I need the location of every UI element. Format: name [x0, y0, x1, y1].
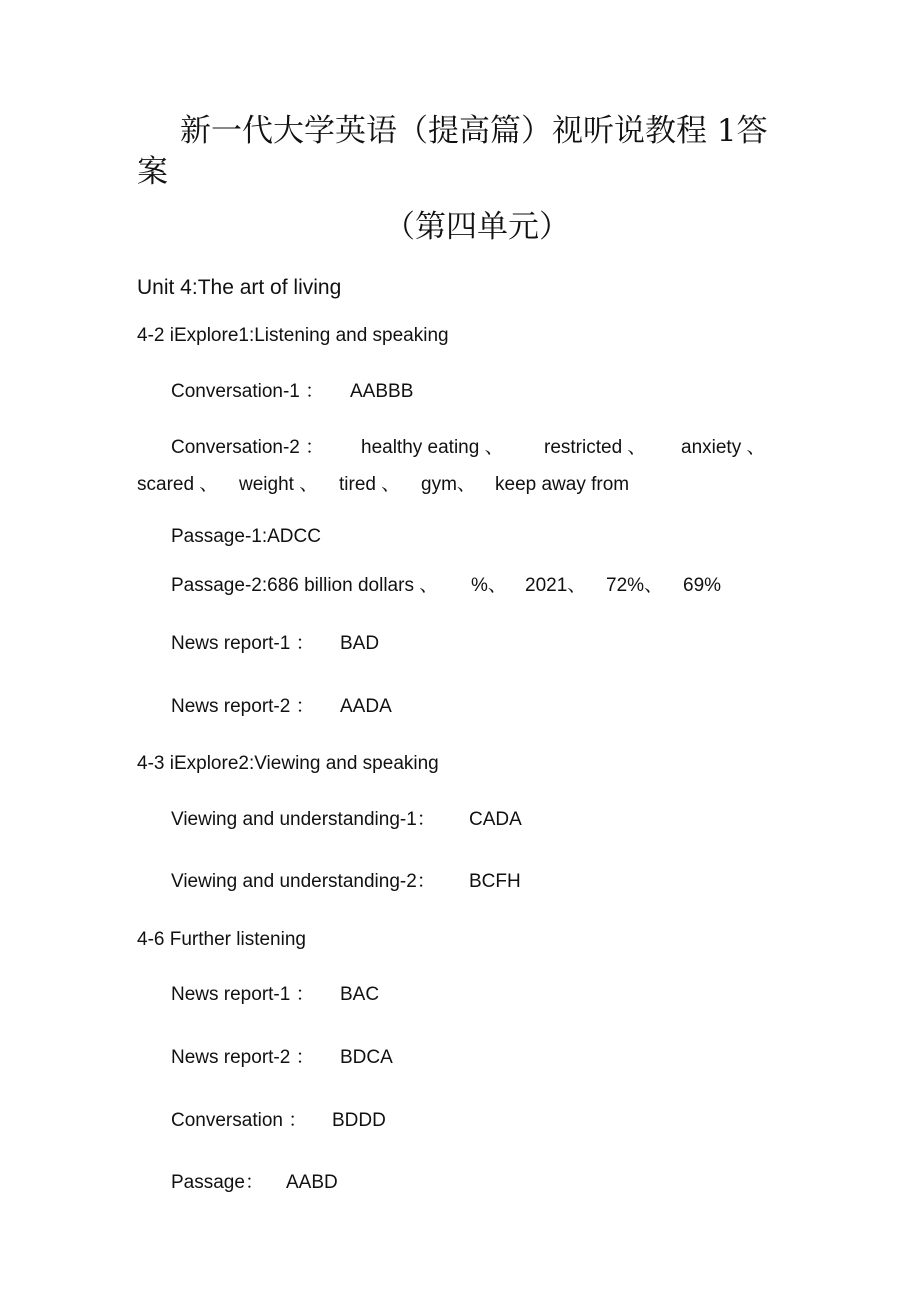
answer-value: AADA: [340, 696, 392, 717]
answer-value: BAC: [340, 984, 380, 1005]
answer-row-viewing-1: [0, 810, 920, 834]
section-heading-4-6: 4-6 Further listening: [137, 929, 306, 950]
answer-label: News report-2 ：: [171, 696, 315, 717]
document-title-line2: 案: [137, 154, 168, 190]
answer-value: AABD: [286, 1172, 338, 1193]
answer-label: Viewing and understanding-2：: [171, 871, 436, 892]
answer-value: BDCA: [340, 1047, 393, 1068]
answer-label: Conversation ：: [171, 1110, 308, 1131]
answer-row-news-report-1: [0, 634, 920, 658]
answer-row-passage: [0, 1173, 920, 1197]
answer-label: Passage：: [171, 1172, 264, 1193]
answer-value: CADA: [469, 809, 522, 830]
answer-row-conversation-2-continued: [0, 475, 920, 499]
unit-heading: Unit 4:The art of living: [137, 276, 342, 299]
answer-label: News report-1 ：: [171, 633, 315, 654]
answer-value: BDDD: [332, 1110, 386, 1131]
answer-label: Passage-2:: [171, 575, 268, 596]
answer-label: Conversation-2 ：: [171, 437, 325, 458]
answer-row-passage-1: Passage-1:ADCC: [171, 526, 321, 547]
document-subtitle: （第四单元）: [384, 209, 570, 245]
answer-value: tired 、: [339, 474, 401, 495]
section-heading-4-2: 4-2 iExplore1:Listening and speaking: [137, 325, 449, 346]
answer-value: 686 billion dollars 、: [267, 575, 439, 596]
answer-value: %、: [471, 575, 507, 596]
answer-label: Viewing and understanding-1：: [171, 809, 436, 830]
answer-value: gym、: [421, 474, 476, 495]
answer-row-news-report-2: [0, 697, 920, 721]
answer-label: News report-1 ：: [171, 984, 315, 1005]
answer-value: BAD: [340, 633, 380, 654]
answer-value: BCFH: [469, 871, 521, 892]
answer-row-news-report-2: [0, 1048, 920, 1072]
answer-row-passage-2: [0, 576, 920, 600]
answer-value: weight 、: [239, 474, 319, 495]
answer-value: AABBB: [350, 381, 414, 402]
answer-value: 2021、: [525, 575, 587, 596]
answer-row-conversation-2: [0, 438, 920, 462]
answer-value: healthy eating 、: [361, 437, 504, 458]
passage-2-inline: [171, 576, 438, 595]
answer-value: 72%、: [606, 575, 664, 596]
answer-row-conversation-1: [0, 382, 920, 406]
answer-label: News report-2 ：: [171, 1047, 315, 1068]
answer-label: Conversation-1 ：: [171, 381, 325, 402]
answer-row-news-report-1: [0, 985, 920, 1009]
answer-row-viewing-2: [0, 872, 920, 896]
document-title-line1: 新一代大学英语（提高篇）视听说教程 1答: [180, 113, 768, 149]
answer-value: scared 、: [137, 474, 219, 495]
answer-row-conversation: [0, 1111, 920, 1135]
answer-value: anxiety 、: [681, 437, 766, 458]
answer-value: restricted 、: [544, 437, 647, 458]
section-heading-4-3: 4-3 iExplore2:Viewing and speaking: [137, 753, 439, 774]
answer-value: keep away from: [495, 474, 630, 495]
answer-value: 69%: [683, 575, 722, 596]
